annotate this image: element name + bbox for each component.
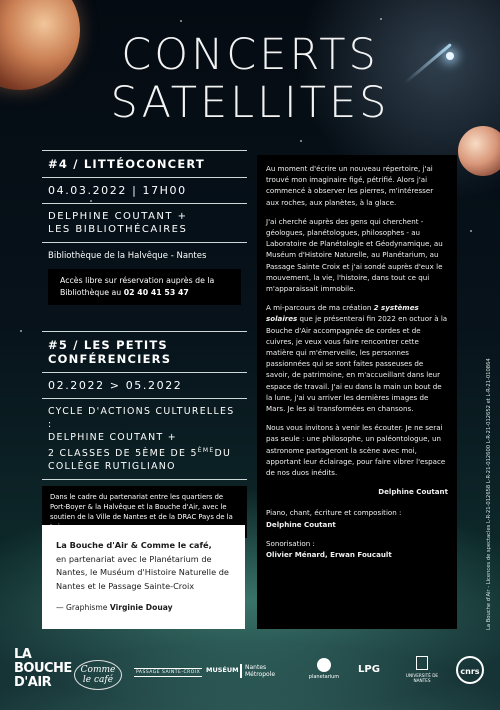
- event2-desc-line4: COLLÈGE RUTIGLIANO: [48, 461, 176, 473]
- museum-logo: MUSÉUM: [206, 666, 239, 674]
- planetarium-logo-text: planetarium: [308, 674, 340, 680]
- star: [380, 18, 382, 20]
- booking-text: Accès libre sur réservation auprès de la Bibliothèque au: [60, 276, 215, 297]
- la-bouche-dair-logo: [14, 648, 72, 690]
- license-text: La Bouche d'Air - Licences de spectacles L-R-21-012658 L-R-21-012600 L-R-21-012652 et L-R-21-010864: [486, 358, 492, 630]
- nantes-metropole-logo: [240, 664, 275, 678]
- planetarium-logo: [304, 658, 344, 680]
- cnrs-logo: cnrs: [456, 656, 484, 684]
- statement-signature: Delphine Coutant: [378, 487, 448, 497]
- event1-booking-info: [48, 269, 241, 305]
- event1-venue: Bibliothèque de la Halvêque - Nantes: [48, 251, 207, 261]
- star: [20, 330, 22, 332]
- comme-logo-line1: Comme: [80, 665, 116, 675]
- star: [300, 140, 302, 142]
- event2-desc-line3-a: 2 CLASSES DE 5ÈME DE 5: [48, 448, 198, 460]
- planetarium-circle-icon: [317, 658, 331, 672]
- statement-paragraph-1: Au moment d'écrire un nouveau répertoire, j'ai trouvé mon imaginaire figé, pétrifié. Alors j'ai commencé à observer les pierres, m'intéresser aux roches, aux planètes, à la glace.: [266, 164, 434, 207]
- nantes-logo-line2: Métropole: [245, 671, 276, 678]
- credits-2-name: Olivier Ménard, Erwan Foucault: [266, 550, 392, 560]
- star: [180, 20, 182, 22]
- lpg-logo: LPG: [358, 664, 380, 675]
- statement-paragraph-2: J'ai cherché auprès des gens qui cherchent - géologues, planétologues, philosophes - au Laboratoire de Planétologie et Géodynamique, au Muséum d'Histoire Naturelle, au Planétarium, au Passage Sainte Croix et j'ai sondé auprès d'eux le mouvement, la vie, l'histoire, dans tout ce qui m'apparaissait immobile.: [266, 216, 443, 294]
- logos-strip: [14, 648, 494, 700]
- statement-p3-start: A mi-parcours de ma création: [266, 303, 374, 313]
- comme-logo-line2: le café: [82, 675, 114, 685]
- event1-date: 04.03.2022 | 17H00: [42, 178, 247, 204]
- event2-desc-line3-b: DU: [214, 448, 232, 460]
- star: [470, 230, 472, 232]
- lbda-logo-line2: BOUCHE: [14, 661, 72, 676]
- lbda-logo-line3: D'AIR: [14, 675, 52, 690]
- event2-partnership-note: Dans le cadre du partenariat entre les quartiers de Port-Boyer & la Halvêque et la Bouche d'Air, avec le soutien de la Ville de Nantes et de la DRAC Pays de la: [42, 486, 247, 538]
- credits-1-label: Piano, chant, écriture et composition :: [266, 508, 402, 518]
- comme-le-cafe-logo: [74, 660, 122, 690]
- title-line-2: SATELLITES: [110, 78, 390, 128]
- credits-1-name: Delphine Coutant: [266, 519, 336, 529]
- nantes-logo-line1: Nantes: [245, 664, 267, 671]
- title-line-1: CONCERTS: [121, 30, 379, 80]
- partners-headline: La Bouche d'Air & Comme le café,: [56, 540, 212, 550]
- graphic-credit-label: — Graphisme: [56, 603, 110, 612]
- small-planet-image: [458, 126, 500, 176]
- event2-desc-line1: CYCLE D'ACTIONS CULTURELLES :: [48, 406, 235, 430]
- event1-performers-line2: LES BIBLIOTHÉCAIRES: [48, 224, 188, 235]
- event1-performers-line1: DELPHINE COUTANT +: [48, 211, 188, 222]
- universite-de-nantes-logo: [402, 656, 442, 683]
- event2-date: 02.2022 > 05.2022: [42, 373, 247, 399]
- booking-phone: 02 40 41 53 47: [123, 288, 189, 297]
- statement-p3-emphasis: 2 systèmes solaires: [266, 303, 419, 324]
- graphic-credit: [56, 601, 231, 615]
- passage-sainte-croix-logo: PASSAGE SAINTE-CROIX: [136, 670, 201, 675]
- event1-performers: [42, 204, 247, 243]
- statement-paragraph-3: [266, 302, 448, 414]
- event2-title: #5 / LES PETITS CONFÉRENCIERS: [42, 331, 247, 373]
- credits-2-label: Sonorisation :: [266, 538, 315, 548]
- event2-desc-line3: [48, 444, 241, 460]
- events-column: [42, 150, 247, 538]
- event1-title: #4 / LITTÉOCONCERT: [42, 150, 247, 178]
- artist-statement: [257, 155, 457, 629]
- partners-box: [42, 525, 245, 629]
- event2-description: [42, 399, 247, 480]
- statement-paragraph-4: Nous vous invitons à venir les écouter. Je ne serai pas seule : une philosophe, un paléontologue, un astronome partageront la scène avec moi, apportant leur éclairage, pour faire vibrer l'espace de nos duos inédits.: [266, 423, 446, 478]
- graphic-credit-name: Virginie Douay: [109, 603, 173, 612]
- partners-text: en partenariat avec le Planétarium de Nantes, le Muséum d'Histoire Naturelle de Nantes et le Passage Sainte-Croix: [56, 553, 229, 591]
- event2-desc-superscript: ÈME: [197, 447, 215, 454]
- event2-desc-line2: DELPHINE COUTANT +: [48, 432, 177, 443]
- universite-logo-text: UNIVERSITÉ DE NANTES: [405, 673, 439, 683]
- statement-p3-end: que je présenterai fin 2022 en octuor à la Bouche d'Air accompagnée de cordes et de cuivres, je veux vous faire rencontrer cette matière qui m'émerveille, les personnes passionnées qui se sont faites passeuses de savoir, de patrimoine, en m'accueillant dans leur espace de travail. J'ai eu dans la main un bout de la lune, j'ai vu arriver les dernières images de Mars. Je les ai transformées en chansons.: [266, 314, 448, 414]
- lbda-logo-line1: LA: [14, 647, 32, 662]
- universite-mark-icon: [416, 656, 428, 670]
